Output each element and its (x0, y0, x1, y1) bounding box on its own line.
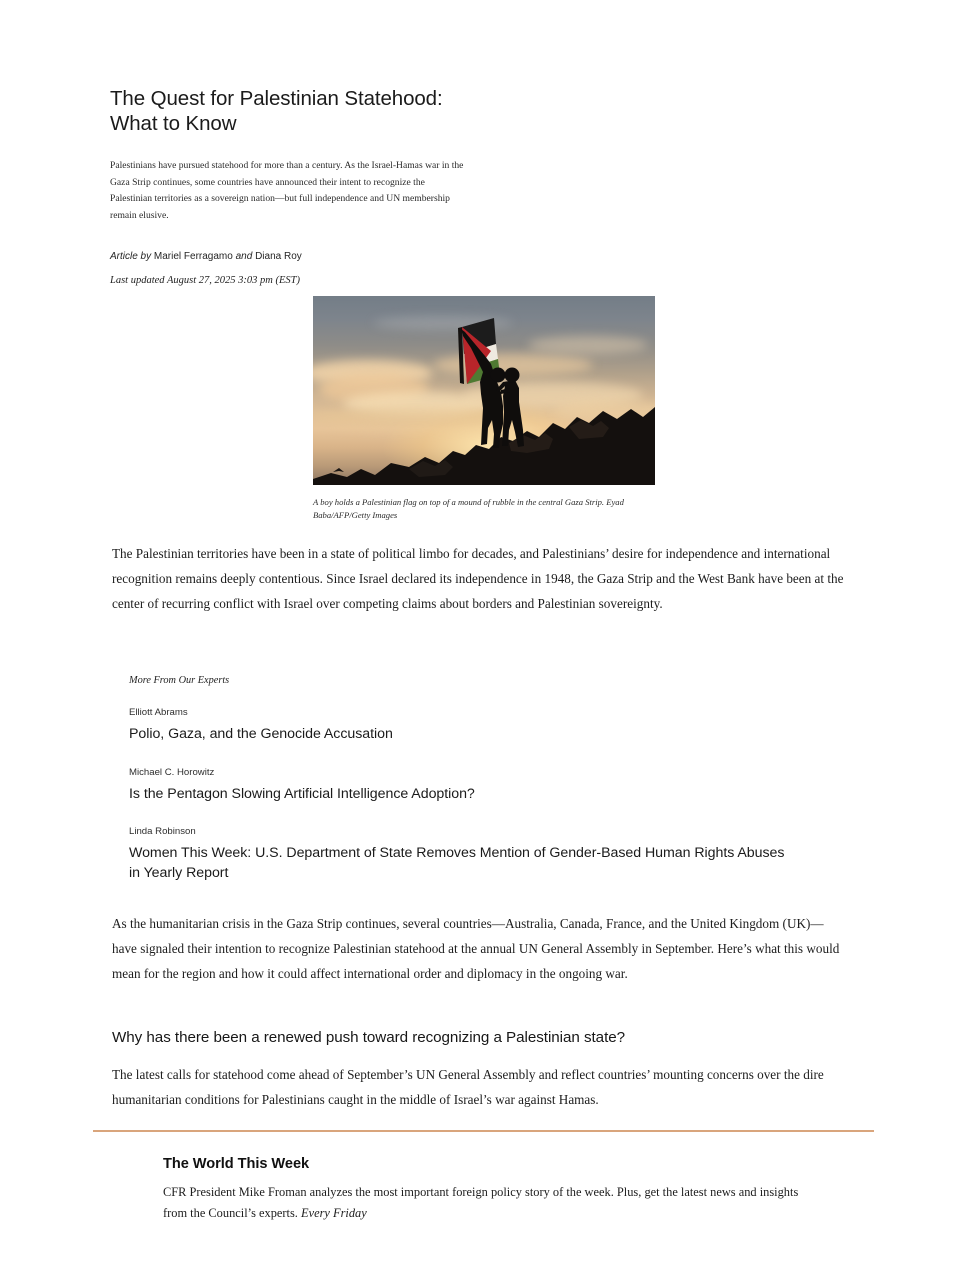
list-item[interactable] (129, 766, 819, 805)
section-heading: Why has there been a renewed push toward recognizing a Palestinian state? (112, 1029, 626, 1046)
more-from-our-experts-block (129, 674, 819, 883)
list-item[interactable] (129, 706, 819, 745)
page-title-line-2: What to Know (110, 112, 237, 135)
expert-author[interactable]: Michael C. Horowitz (129, 766, 215, 778)
body-paragraph-1: The Palestinian territories have been in a state of political limbo for decades, and Palestinians’ desire for independence and international recognition remains deeply contentious. Since Israel declared its independence in 1948, the Gaza Strip and the West Bank have been at the center of recurring conflict with Israel over competing claims about borders and Palestinian sovereignty. (112, 546, 844, 612)
section-divider (93, 1130, 874, 1132)
byline-conjunction: and (235, 251, 253, 262)
experts-label: More From Our Experts (129, 675, 230, 686)
expert-article-title[interactable]: Polio, Gaza, and the Genocide Accusation (129, 726, 393, 742)
figures-and-flag-silhouette (313, 296, 655, 485)
article-dek: Palestinians have pursued statehood for more than a century. As the Israel-Hamas war in the Gaza Strip continues, some countries have announced their intent to recognize the Palestinian territories as a sovereign nation—but full independence and UN membership remain elusive. (110, 160, 464, 221)
page-title (110, 86, 510, 136)
hero-figure (313, 296, 655, 522)
byline-author-link-2[interactable]: Diana Roy (255, 251, 302, 262)
expert-article-title[interactable]: Women This Week: U.S. Department of State Removes Mention of Gender-Based Human Rights Abuses in Yearly Report (129, 845, 785, 881)
newsletter-description (163, 1182, 803, 1224)
body-paragraph-2: As the humanitarian crisis in the Gaza Strip continues, several countries—Australia, Canada, France, and the United Kingdom (UK)—have signaled their intention to recognize Palestinian statehood at the annual UN General Assembly in September. Here’s what this would mean for the region and how it could affect international order and diplomacy in the ongoing war. (112, 916, 840, 982)
body-paragraph-3: The latest calls for statehood come ahead of September’s UN General Assembly and reflect countries’ mounting concerns over the dire humanitarian conditions for Palestinians caught in the middle of Israel’s war against Hamas. (112, 1067, 824, 1108)
expert-author[interactable]: Elliott Abrams (129, 707, 188, 718)
list-item[interactable] (129, 825, 819, 883)
newsletter-promo[interactable] (163, 1154, 863, 1224)
article-header (110, 86, 510, 288)
byline (110, 249, 510, 265)
newsletter-description-text: CFR President Mike Froman analyzes the most important foreign policy story of the week. Plus, get the latest news and insights from the Council’s experts. (163, 1185, 799, 1220)
last-updated-timestamp: Last updated August 27, 2025 3:03 pm (EST) (110, 275, 300, 286)
newsletter-title[interactable]: The World This Week (163, 1156, 310, 1172)
expert-author[interactable]: Linda Robinson (129, 826, 196, 837)
newsletter-frequency: Every Friday (301, 1206, 367, 1220)
page-title-line-1: The Quest for Palestinian Statehood: (110, 87, 443, 110)
hero-caption: A boy holds a Palestinian flag on top of a mound of rubble in the central Gaza Strip. Eyad Baba/AFP/Getty Images (313, 497, 624, 520)
byline-author-link-1[interactable]: Mariel Ferragamo (153, 251, 233, 262)
byline-label: Article by (110, 251, 152, 262)
expert-article-title[interactable]: Is the Pentagon Slowing Artificial Intelligence Adoption? (129, 785, 475, 802)
hero-photo (313, 296, 655, 485)
